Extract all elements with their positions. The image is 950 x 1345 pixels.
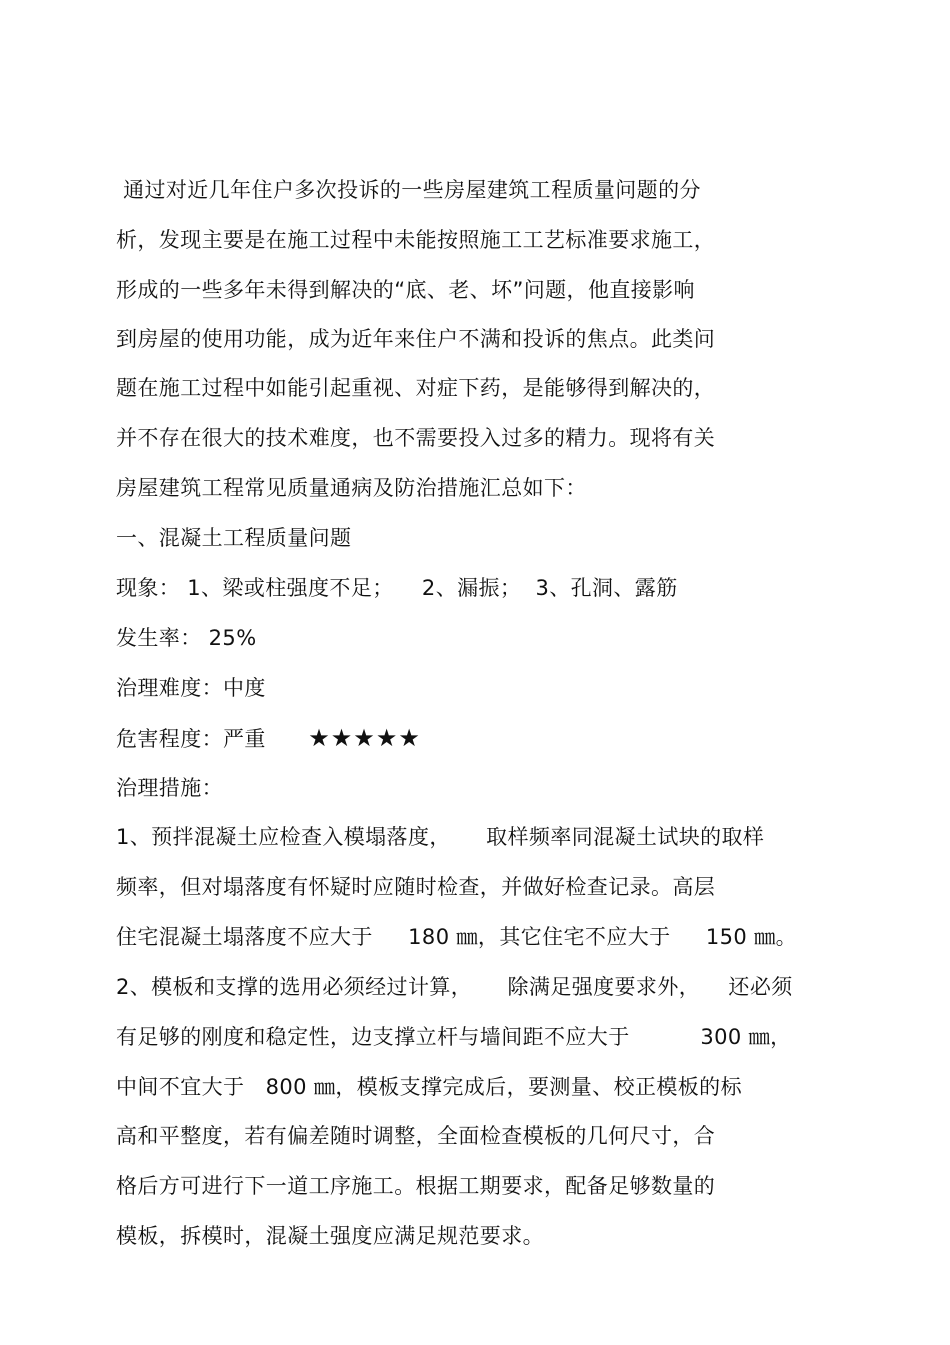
phenomenon-line: 现象： 1、梁或柱强度不足； 2、漏振； 3、孔洞、露筋 xyxy=(116,576,678,600)
measure-line-3: 住宅混凝土塌落度不应大于 180 ㎜，其它住宅不应大于 150 ㎜。 xyxy=(116,925,798,949)
measure-line-9: 模板，拆模时，混凝土强度应满足规范要求。 xyxy=(116,1224,544,1248)
intro-line-2: 析，发现主要是在施工过程中未能按照施工工艺标准要求施工， xyxy=(116,228,716,252)
measure-line-5: 有足够的刚度和稳定性，边支撑立杆与墙间距不应大于 300 ㎜， xyxy=(116,1025,792,1049)
severity-stars-icon: ★★★★★ xyxy=(308,724,421,752)
measure-line-6: 中间不宜大于 800 ㎜，模板支撑完成后，要测量、校正模板的标 xyxy=(116,1075,742,1099)
occurrence-rate: 发生率： 25% xyxy=(116,626,257,650)
measure-line-4: 2、模板和支撑的选用必须经过计算， 除满足强度要求外， 还必须 xyxy=(116,975,793,999)
measure-line-7: 高和平整度，若有偏差随时调整，全面检查模板的几何尺寸，合 xyxy=(116,1124,716,1148)
measure-line-2: 频率，但对塌落度有怀疑时应随时检查，并做好检查记录。高层 xyxy=(116,875,716,899)
severity-label: 危害程度：严重 xyxy=(116,727,266,751)
section-title: 一、混凝土工程质量问题 xyxy=(116,526,352,550)
intro-line-1: 通过对近几年住户多次投诉的一些房屋建筑工程质量问题的分 xyxy=(116,178,701,202)
severity-line xyxy=(116,724,421,753)
intro-line-5: 题在施工过程中如能引起重视、对症下药，是能够得到解决的， xyxy=(116,376,716,400)
measure-line-8: 格后方可进行下一道工序施工。根据工期要求，配备足够数量的 xyxy=(116,1174,716,1198)
intro-line-6: 并不存在很大的技术难度，也不需要投入过多的精力。现将有关 xyxy=(116,426,716,450)
measures-title: 治理措施： xyxy=(116,776,223,800)
intro-line-4: 到房屋的使用功能，成为近年来住户不满和投诉的焦点。此类问 xyxy=(116,327,716,351)
treatment-difficulty: 治理难度：中度 xyxy=(116,676,266,700)
measure-line-1: 1、预拌混凝土应检查入模塌落度， 取样频率同混凝土试块的取样 xyxy=(116,825,765,849)
intro-line-7: 房屋建筑工程常见质量通病及防治措施汇总如下： xyxy=(116,476,587,500)
intro-line-3: 形成的一些多年未得到解决的“底、老、坏”问题，他直接影响 xyxy=(116,278,695,302)
